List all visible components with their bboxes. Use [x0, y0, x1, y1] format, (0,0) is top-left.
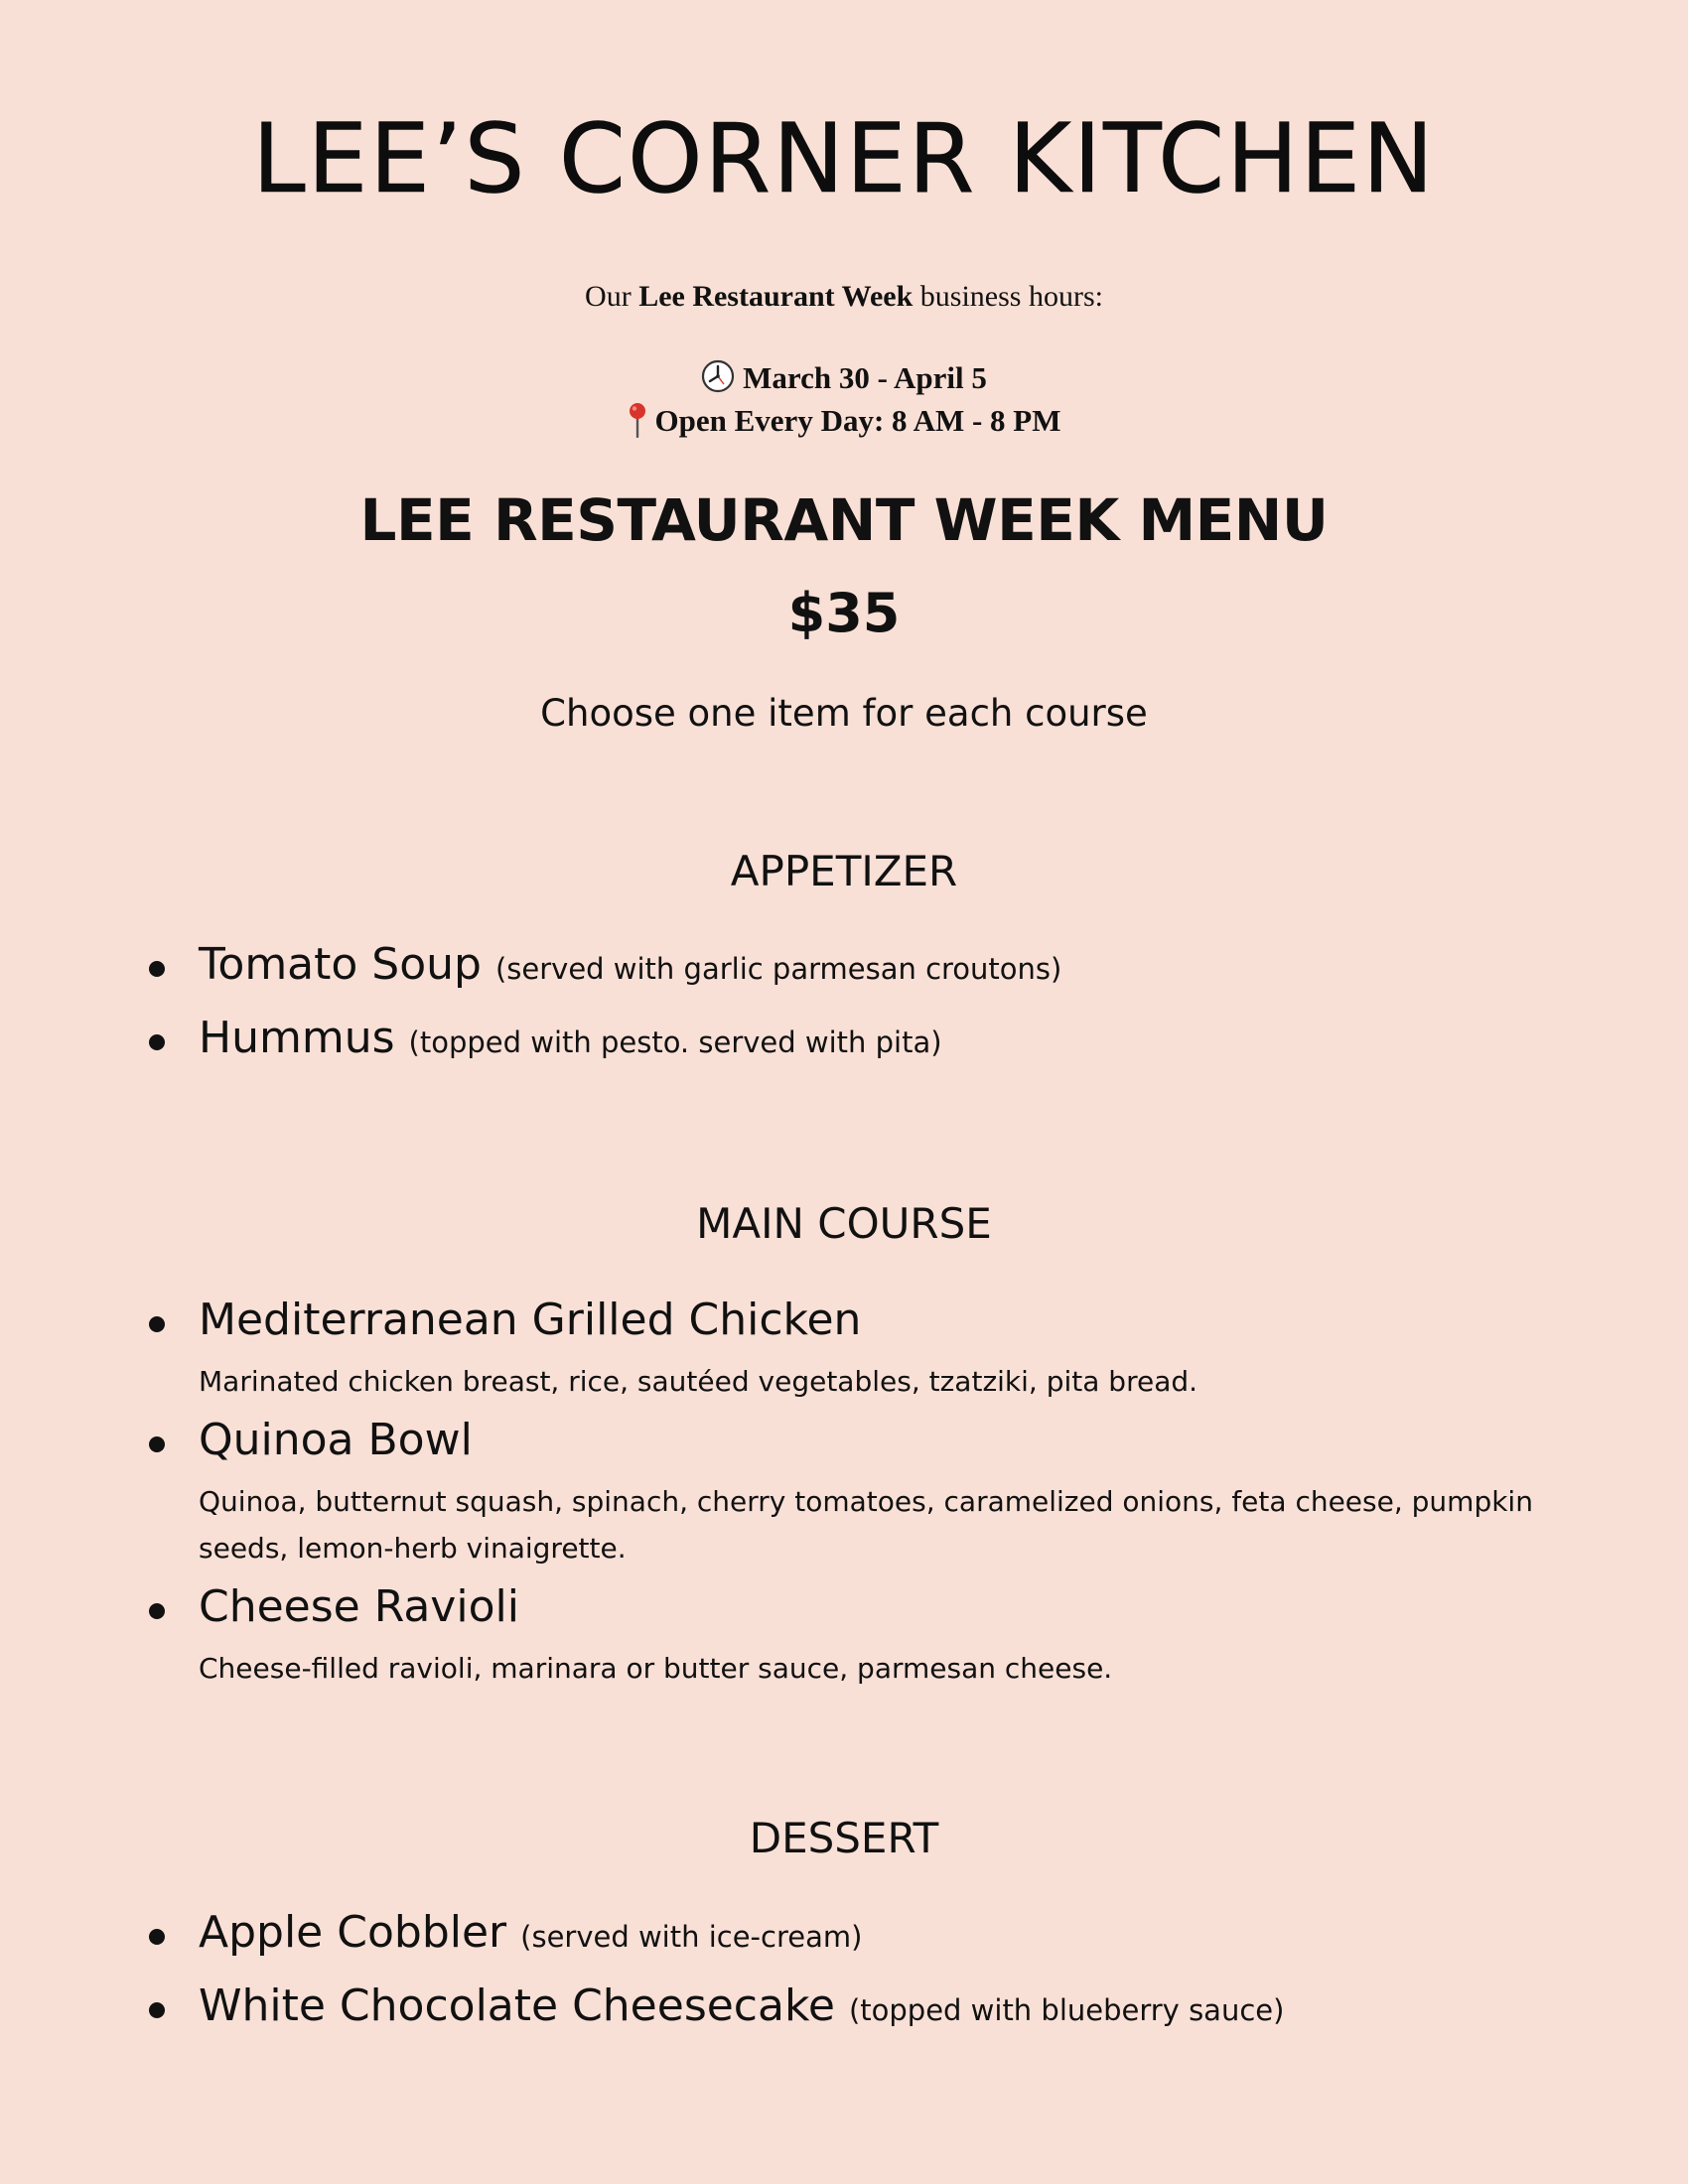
restaurant-name: LEE’S CORNER KITCHEN	[252, 103, 1436, 214]
event-dates	[0, 359, 1688, 396]
bullet	[149, 1436, 165, 1452]
item-note: (topped with blueberry sauce)	[848, 1993, 1285, 2027]
open-hours-text: Open Every Day: 8 AM - 8 PM	[654, 403, 1061, 438]
business-hours-intro	[0, 280, 1688, 314]
appetizer-heading: APPETIZER	[730, 847, 958, 895]
bullet	[149, 1034, 165, 1050]
main-course-heading: MAIN COURSE	[696, 1199, 992, 1248]
menu-title: LEE RESTAURANT WEEK MENU	[359, 486, 1329, 554]
hours-suffix: business hours:	[913, 280, 1103, 313]
item-name: Hummus (topped with pesto. served with pita)	[199, 1013, 942, 1063]
item-description: Cheese-filled ravioli, marinara or butter sauce, parmesan cheese.	[199, 1652, 1113, 1685]
item-description: Quinoa, butternut squash, spinach, cherry tomatoes, caramelized onions, feta cheese, pumpkin seeds, lemon-herb vinaigrette.	[199, 1485, 1533, 1565]
menu-price: $35	[787, 582, 901, 644]
open-hours	[0, 402, 1688, 439]
item-description: Marinated chicken breast, rice, sautéed vegetables, tzatziki, pita bread.	[199, 1365, 1198, 1398]
item-note: (served with ice-cream)	[520, 1920, 863, 1954]
menu-instruction: Choose one item for each course	[540, 692, 1148, 735]
hours-event-name: Lee Restaurant Week	[638, 280, 914, 313]
event-dates-text: March 30 - April 5	[743, 360, 987, 395]
bullet	[149, 1929, 165, 1945]
hours-prefix: Our	[585, 280, 639, 313]
item-name: Apple Cobbler (served with ice-cream)	[199, 1907, 863, 1958]
item-name: White Chocolate Cheesecake (topped with blueberry sauce)	[199, 1980, 1285, 2031]
item-note: (served with garlic parmesan croutons)	[494, 952, 1062, 986]
dessert-heading: DESSERT	[749, 1814, 939, 1862]
item-name: Mediterranean Grilled Chicken	[199, 1295, 862, 1345]
bullet	[149, 2002, 165, 2018]
bullet	[149, 961, 165, 977]
item-name: Cheese Ravioli	[199, 1581, 519, 1632]
clock-icon	[701, 359, 735, 393]
item-name: Quinoa Bowl	[199, 1415, 473, 1465]
item-name: Tomato Soup (served with garlic parmesan croutons)	[199, 939, 1062, 990]
round-pushpin-icon	[628, 402, 647, 438]
bullet	[149, 1603, 165, 1619]
item-note: (topped with pesto. served with pita)	[408, 1025, 942, 1059]
bullet	[149, 1316, 165, 1332]
